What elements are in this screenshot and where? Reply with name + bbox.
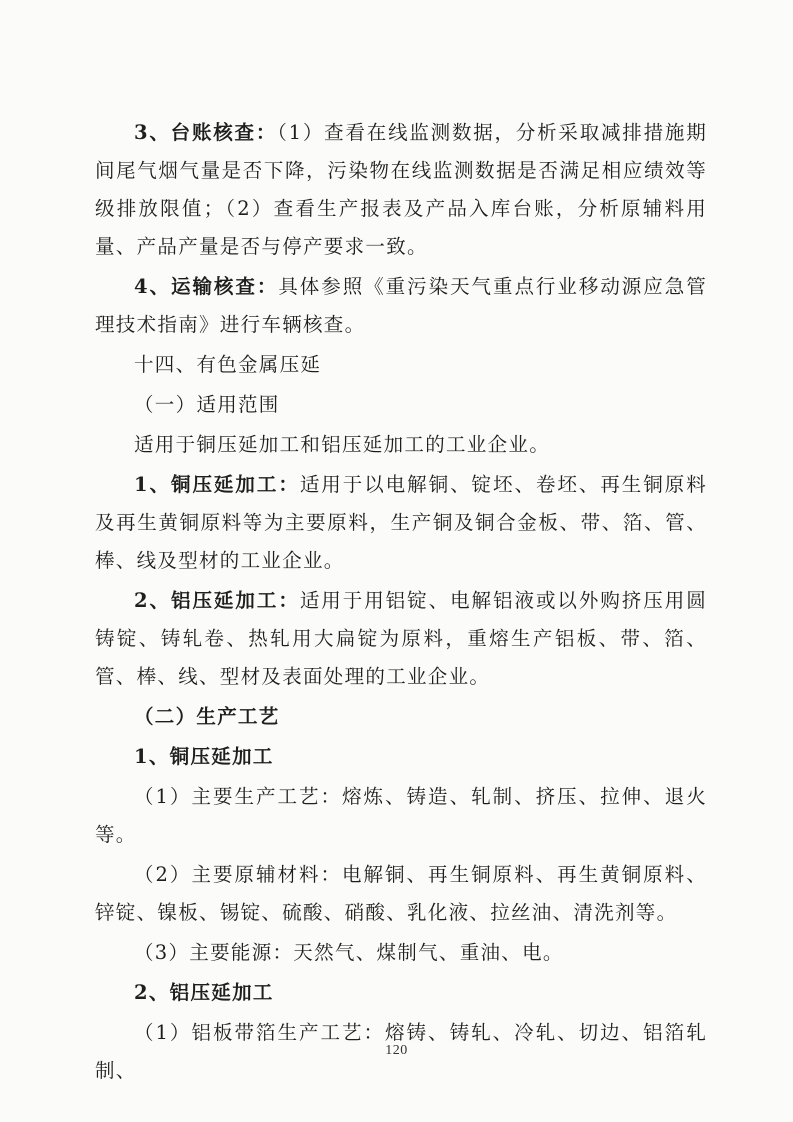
- paragraph-copper-materials: [95, 856, 707, 932]
- page-number: 120: [385, 1043, 408, 1058]
- heading-aluminum-process: [95, 974, 707, 1012]
- item-text: 适用于用铝锭、电解铝液或以外购挤压用圆铸锭、铸轧卷、热轧用大扁锭为原料，重熔生产铝板、带、箔、管、棒、线、型材及表面处理的工业企业。: [95, 589, 708, 688]
- item-lead: 4、运输核查：: [134, 275, 279, 298]
- subsection-heading-scope: [95, 386, 707, 424]
- item-text: （1）主要生产工艺：熔炼、铸造、轧制、挤压、拉伸、退火等。: [95, 785, 707, 846]
- subsection-title: （一）适用范围: [134, 393, 280, 416]
- item-lead: 1、铜压延加工：: [134, 473, 300, 496]
- paragraph-transport-check: [95, 268, 707, 344]
- heading-title: 1、铜压延加工: [134, 745, 274, 768]
- item-text: （2）主要原辅材料：电解铜、再生铜原料、再生黄铜原料、锌锭、镍板、锡锭、硫酸、硝酸、乳化液、拉丝油、清洗剂等。: [95, 863, 707, 924]
- section-title: 十四、有色金属压延: [134, 353, 322, 376]
- item-text: （1）查看在线监测数据，分析采取减排措施期间尾气烟气量是否下降，污染物在线监测数据是否满足相应绩效等级排放限值；（2）查看生产报表及产品入库台账，分析原辅料用量、产品产量是否与停产要求一致。: [95, 121, 707, 258]
- paragraph-copper-rolling: [95, 466, 707, 580]
- item-text: （1）铝板带箔生产工艺：熔铸、铸轧、冷轧、切边、铝箔轧制、: [95, 1021, 707, 1082]
- item-text: 适用于以电解铜、锭坯、卷坯、再生铜原料及再生黄铜原料等为主要原料，生产铜及铜合金板、带、箔、管、棒、线及型材的工业企业。: [95, 473, 708, 572]
- item-text: （3）主要能源：天然气、煤制气、重油、电。: [134, 941, 564, 964]
- subsection-title: （二）生产工艺: [134, 705, 280, 728]
- document-body: [95, 114, 707, 1090]
- paragraph-aluminum-rolling: [95, 582, 707, 696]
- item-text: 适用于铜压延加工和铝压延加工的工业企业。: [134, 433, 551, 456]
- paragraph-scope-intro: [95, 426, 707, 464]
- item-lead: 2、铝压延加工：: [134, 589, 300, 612]
- paragraph-ledger-check: [95, 114, 707, 266]
- heading-title: 2、铝压延加工: [134, 981, 274, 1004]
- subsection-heading-process: [95, 698, 707, 736]
- item-lead: 3、台账核查：: [134, 121, 278, 144]
- paragraph-copper-energy: [95, 934, 707, 972]
- paragraph-copper-main-process: [95, 778, 707, 854]
- heading-copper-process: [95, 738, 707, 776]
- section-heading: [95, 346, 707, 384]
- item-text: 具体参照《重污染天气重点行业移动源应急管理技术指南》进行车辆核查。: [95, 275, 707, 336]
